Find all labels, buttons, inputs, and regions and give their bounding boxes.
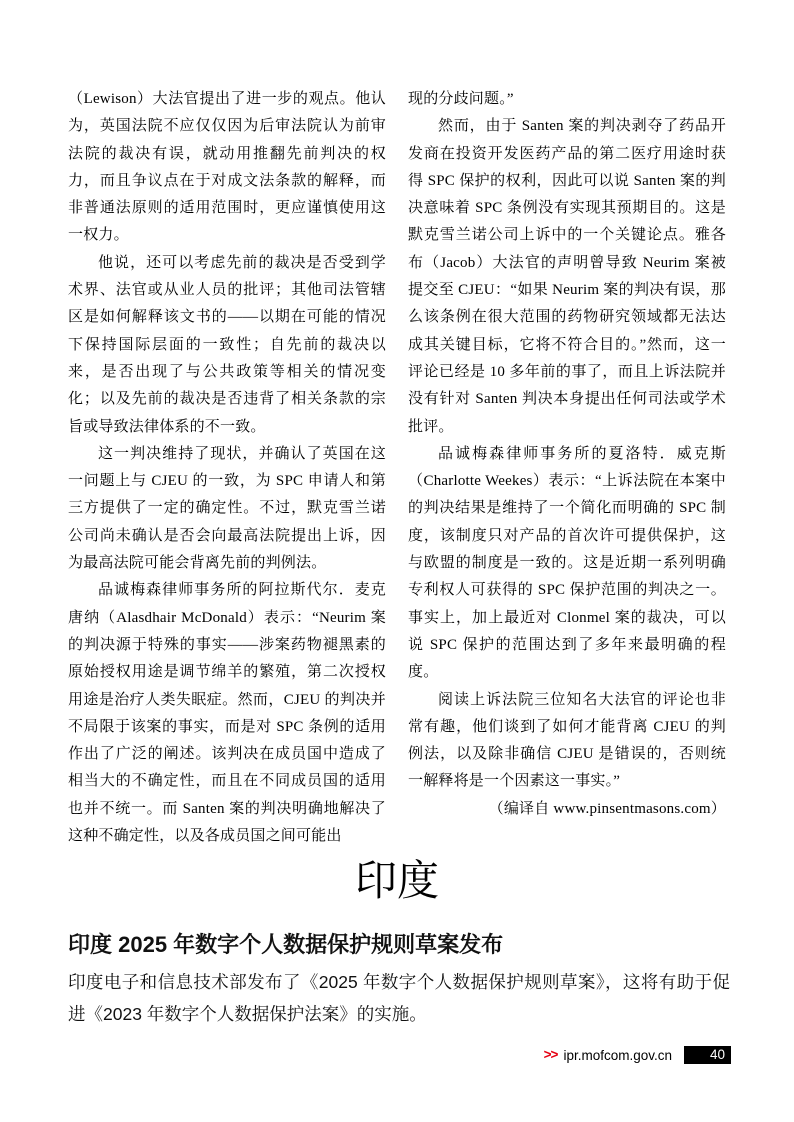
paragraph: （Lewison）大法官提出了进一步的观点。他认为，英国法院不应仅仅因为后审法院认为前审法院的裁决有误，就动用推翻先前判决的权力，而且争议点在于对成文法条款的解释，而非普通法原则的适用范围时，更应谨慎使用这一权力。 — [68, 91, 386, 244]
page-number-badge: 40 — [684, 1046, 731, 1064]
paragraph: 品诚梅森律师事务所的阿拉斯代尔．麦克唐纳（Alasdhair McDonald）表示：“Neurim 案的判决源于特殊的事实——涉案药物褪黑素的原始授权用途是调节绵羊的繁殖，第二次授权用途是治疗人类失眠症。然而，CJEU 的判决并不局限于该案的事实，而是对 SPC 条例的适用作出了广泛的阐述。该判决在成员国中造成了相当大的不确定性，而且在不同成员国的适用也并不统一。而 Santen 案的判决明确地解决了这种不确定性，以及各成员国之间可能出 — [68, 582, 386, 845]
region-title: 印度 — [354, 857, 439, 904]
article-body — [68, 86, 726, 850]
article-lead: 印度电子和信息技术部发布了《2025 年数字个人数据保护规则草案》，这将有助于促进《2023 年数字个人数据保护法案》的实施。 — [68, 972, 730, 1024]
right-column — [408, 86, 726, 850]
paragraph: 这一判决维持了现状，并确认了英国在这一问题上与 CJEU 的一致，为 SPC 申请人和第三方提供了一定的确定性。不过，默克雪兰诺公司尚未确认是否会向最高法院提出上诉，因为最高法院可能会背离先前的判例法。 — [68, 445, 386, 572]
page-footer — [544, 1046, 731, 1064]
article-title: 印度 2025 年数字个人数据保护规则草案发布 — [68, 932, 504, 957]
paragraph: 品诚梅森律师事务所的夏洛特．威克斯（Charlotte Weekes）表示：“上诉法院在本案中的判决结果是维持了一个简化而明确的 SPC 制度，该制度只对产品的首次许可提供保护，这与欧盟的制度是一致的。这是近期一系列明确专利权人可获得的 SPC 保护范围的判决之一。事实上，加上最近对 Clonmel 案的裁决，可以说 SPC 保护的范围达到了多年来最明确的程度。 — [408, 445, 726, 681]
paragraph: 现的分歧问题。” — [408, 91, 514, 107]
paragraph: 他说，还可以考虑先前的裁决是否受到学术界、法官或从业人员的批评；其他司法管辖区是如何解释该文书的——以期在可能的情况下保持国际层面的一致性；自先前的裁决以来，是否出现了与公共政策等相关的情况变化；以及先前的裁决是否违背了相关条款的宗旨或导致法律体系的不一致。 — [68, 254, 386, 435]
footer-url: ipr.mofcom.gov.cn — [563, 1047, 672, 1063]
source-attribution: （编译自 www.pinsentmasons.com） — [488, 800, 726, 817]
paragraph: 然而，由于 Santen 案的判决剥夺了药品开发商在投资开发医药产品的第二医疗用途时获得 SPC 保护的权利，因此可以说 Santen 案的判决意味着 SPC 条例没有实现其预期目的。这是默克雪兰诺公司上诉中的一个关键论点。雅各布（Jacob）大法官的声明曾导致 Neurim 案被提交至 CJEU：“如果 Neurim 案的判决有误，那么该条例在很大范围的药物研究领域都无法达成其关键目标，它将不符合目的。”然而，这一评论已经是 10 多年前的事了，而且上诉法院并没有针对 Santen 判决本身提出任何司法或学术批评。 — [408, 118, 726, 435]
left-column — [68, 86, 386, 850]
double-chevron-right-icon: >> — [543, 1047, 558, 1063]
paragraph: 阅读上诉法院三位知名大法官的评论也非常有趣，他们谈到了如何才能背离 CJEU 的判例法，以及除非确信 CJEU 是错误的，否则统一解释将是一个因素这一事实。” — [408, 691, 726, 790]
